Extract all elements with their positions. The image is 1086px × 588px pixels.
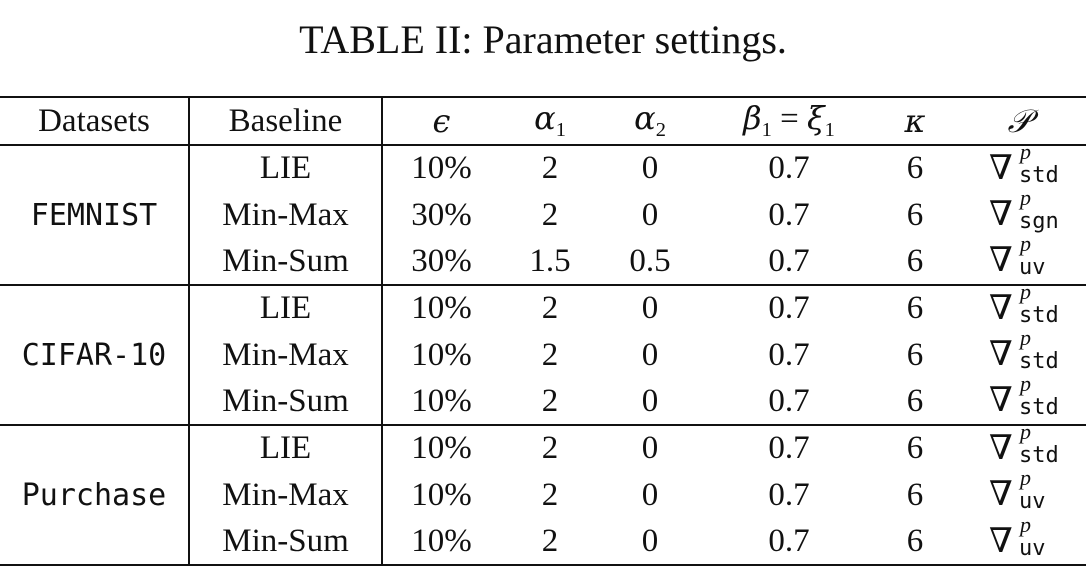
- header-datasets: Datasets: [0, 97, 189, 145]
- dataset-cell: CIFAR-10: [0, 285, 189, 425]
- kappa-cell: 6: [906, 150, 924, 187]
- baseline-cell: Min-Sum: [189, 238, 382, 285]
- beta1-cell: 0.7: [768, 196, 810, 233]
- epsilon-cell: 10%: [382, 519, 500, 566]
- beta1-cell: 0.7: [768, 150, 810, 187]
- kappa-cell: 6: [906, 430, 924, 467]
- epsilon-cell: 10%: [382, 285, 500, 332]
- kappa-cell: 6: [906, 196, 924, 233]
- header-alpha1: $\alpha_1$: [500, 97, 600, 145]
- perturbation-cell: ∇ p std: [989, 279, 1059, 329]
- beta1-cell: 0.7: [700, 238, 878, 285]
- alpha1-cell: 2: [500, 378, 600, 425]
- alpha2-cell: 0: [641, 476, 659, 513]
- alpha1-cell: 2: [541, 476, 559, 513]
- alpha2-cell: 0: [600, 519, 700, 566]
- epsilon-cell: 10%: [382, 145, 500, 192]
- beta1-cell: 0.7: [768, 336, 810, 373]
- alpha1-cell: 2: [541, 196, 559, 233]
- perturbation-cell: ∇ p std: [989, 139, 1059, 189]
- alpha1-cell: 2: [541, 150, 559, 187]
- alpha2-cell: 0: [641, 336, 659, 373]
- header-alpha2: $\alpha_2$: [600, 97, 700, 145]
- baseline-cell: Min-Sum: [189, 519, 382, 566]
- alpha2-cell: 0: [641, 150, 659, 187]
- header-kappa: κ: [878, 97, 952, 145]
- alpha2-cell: 0: [641, 290, 659, 327]
- beta1-cell: 0.7: [700, 519, 878, 566]
- parameter-table: [0, 96, 1086, 566]
- perturbation-cell: ∇ p std: [952, 378, 1086, 425]
- alpha2-cell: 0: [641, 196, 659, 233]
- beta1-cell: 0.7: [768, 430, 810, 467]
- alpha1-cell: 2: [500, 519, 600, 566]
- baseline-cell: Min-Max: [189, 332, 382, 379]
- epsilon-cell: 10%: [382, 378, 500, 425]
- table-row: [0, 145, 1086, 192]
- baseline-cell: Min-Sum: [189, 378, 382, 425]
- header-baseline: Baseline: [189, 97, 382, 145]
- perturbation-cell: ∇ p sgn: [989, 185, 1059, 235]
- alpha2-cell: 0.5: [600, 238, 700, 285]
- dataset-cell: FEMNIST: [0, 145, 189, 285]
- beta1-cell: 0.7: [700, 378, 878, 425]
- table-row: [0, 285, 1086, 332]
- kappa-cell: 6: [878, 238, 952, 285]
- perturbation-cell: ∇ p std: [989, 419, 1059, 469]
- kappa-cell: 6: [906, 336, 924, 373]
- epsilon-cell: 30%: [382, 192, 500, 239]
- alpha1-cell: 2: [541, 336, 559, 373]
- header-perturbation: 𝒫: [952, 97, 1086, 145]
- dataset-cell: Purchase: [0, 425, 189, 565]
- alpha1-cell: 2: [541, 290, 559, 327]
- alpha1-cell: 1.5: [500, 238, 600, 285]
- perturbation-cell: ∇ p std: [989, 325, 1059, 375]
- alpha1-cell: 2: [541, 430, 559, 467]
- beta1-cell: 0.7: [768, 290, 810, 327]
- kappa-cell: 6: [878, 378, 952, 425]
- baseline-cell: Min-Max: [189, 192, 382, 239]
- alpha2-cell: 0: [641, 430, 659, 467]
- table-caption: TABLE II: Parameter settings.: [299, 17, 787, 62]
- epsilon-cell: 10%: [382, 472, 500, 519]
- perturbation-cell: ∇ p uv: [989, 465, 1046, 515]
- header-beta-xi: $\beta_1 = \xi_1$: [700, 97, 878, 145]
- epsilon-cell: 30%: [382, 238, 500, 285]
- header-row: [0, 97, 1086, 145]
- perturbation-cell: ∇ p uv: [952, 238, 1086, 285]
- baseline-cell: LIE: [189, 425, 382, 472]
- baseline-cell: LIE: [189, 145, 382, 192]
- epsilon-cell: 10%: [382, 425, 500, 472]
- kappa-cell: 6: [878, 519, 952, 566]
- kappa-cell: 6: [906, 290, 924, 327]
- kappa-cell: 6: [906, 476, 924, 513]
- perturbation-cell: ∇ p uv: [952, 519, 1086, 566]
- baseline-cell: Min-Max: [189, 472, 382, 519]
- baseline-cell: LIE: [189, 285, 382, 332]
- header-epsilon: ϵ: [382, 97, 500, 145]
- beta1-cell: 0.7: [768, 476, 810, 513]
- table-row: [0, 425, 1086, 472]
- epsilon-cell: 10%: [382, 332, 500, 379]
- alpha2-cell: 0: [600, 378, 700, 425]
